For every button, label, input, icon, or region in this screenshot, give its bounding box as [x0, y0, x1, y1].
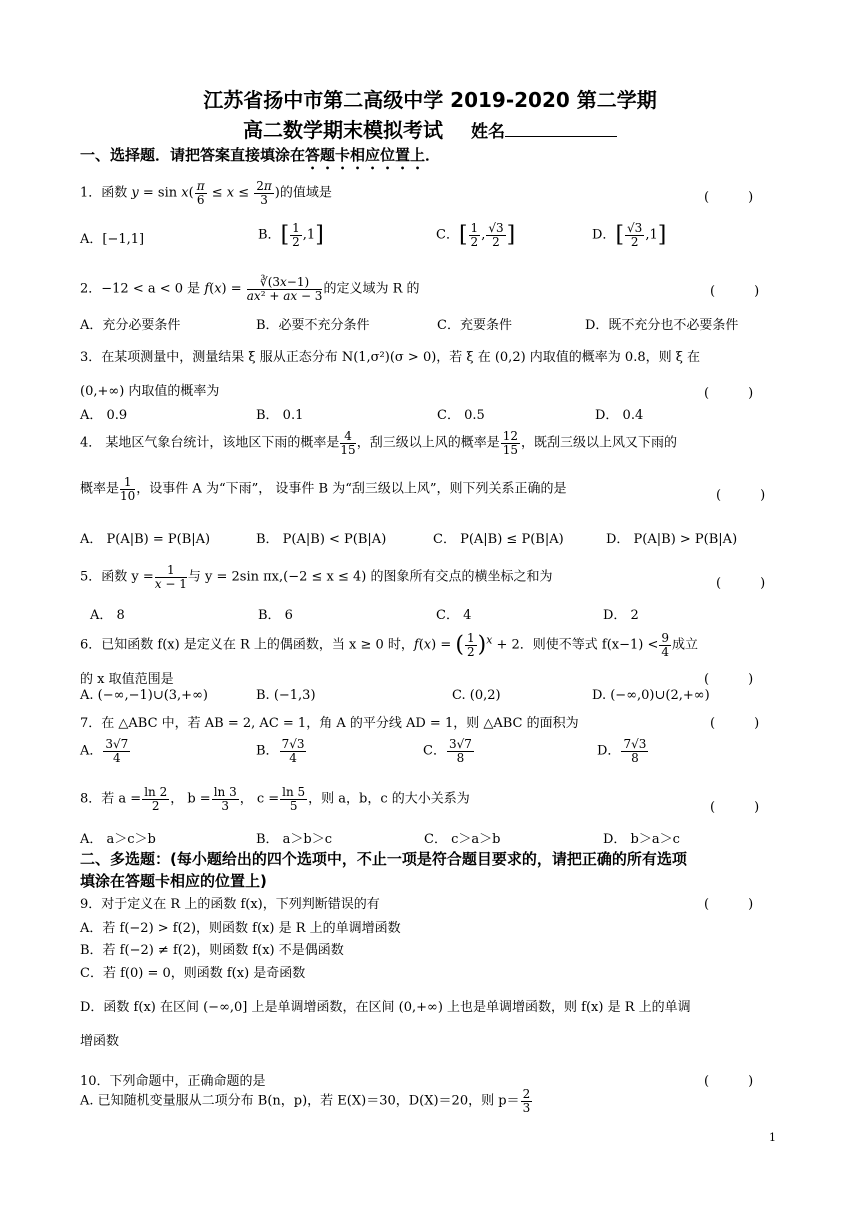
q5-option-b[interactable]: B． 6 — [258, 608, 293, 623]
q4-option-b[interactable]: B． P(A|B) < P(B|A) — [256, 532, 387, 547]
q10-option-a[interactable]: A. 已知随机变量服从二项分布 B(n，p)，若 E(X)＝30，D(X)＝20，则 p＝ $\frac{2}{3}$ — [80, 1087, 531, 1115]
q2-answer-paren[interactable]: ( ) — [710, 284, 760, 299]
section-2-heading-line-1: 二、多选题：(每小题给出的四个选项中，不止一项是符合题目要求的，请把正确的所有选项 — [80, 850, 687, 868]
q9-option-a[interactable]: A．若 f(−2) > f(2)，则函数 f(x) 是 R 上的单调增函数 — [80, 921, 401, 936]
q5-option-a[interactable]: A． 8 — [90, 608, 125, 623]
q5-option-c[interactable]: C． 4 — [436, 608, 472, 623]
question-4-line-2: 概率是 $\frac{1}{10}$ ，设事件 A 为“下雨”， 设事件 B 为“刮三级以上风”，则下列关系正确的是 — [80, 475, 567, 503]
q6-option-d[interactable]: D. (−∞,0)∪(2,+∞) — [592, 688, 710, 703]
q8-option-c[interactable]: C． c＞a＞b — [424, 832, 501, 847]
exam-subtitle — [0, 114, 860, 143]
q6-answer-paren[interactable]: ( ) — [704, 672, 754, 687]
q1-stem-pre: 1．函数 — [80, 185, 132, 201]
q2-option-d[interactable]: D．既不充分也不必要条件 — [585, 318, 739, 333]
question-4-line-1: 4． 某地区气象台统计，该地区下雨的概率是 $\frac{4}{15}$ ，刮三级以上风的概率是 $\frac{12}{15}$ ，既刮三级以上风又下雨的 — [80, 429, 677, 457]
q7-option-c[interactable]: C． $\frac{3√7}{8}$ — [423, 737, 472, 765]
q4-answer-paren[interactable]: ( ) — [716, 488, 766, 503]
q1-option-a[interactable]: A．[−1,1] — [80, 232, 145, 247]
q8-option-d[interactable]: D． b＞a＞c — [603, 832, 680, 847]
q4-option-d[interactable]: D． P(A|B) > P(B|A) — [606, 532, 738, 547]
q5-answer-paren[interactable]: ( ) — [716, 576, 766, 591]
question-3-line-2: (0,+∞) 内取值的概率为 — [80, 384, 220, 399]
question-7: 7．在 △ABC 中，若 AB = 2, AC = 1，角 A 的平分线 AD = 1，则 △ABC 的面积为 — [80, 716, 579, 731]
q9-option-d-line-2: 增函数 — [80, 1034, 120, 1049]
q8-option-a[interactable]: A． a＞c＞b — [80, 832, 156, 847]
subtitle-text: 高二数学期末模拟考试 — [243, 118, 443, 142]
q1-answer-paren[interactable]: ( ) — [704, 190, 754, 205]
name-blank[interactable] — [505, 120, 617, 137]
q1-option-c[interactable]: C．[ $\frac{1}{2}$ , $\frac{√3}{2}$ ] — [436, 221, 516, 249]
section-1-heading — [80, 144, 440, 173]
q2-option-a[interactable]: A．充分必要条件 — [80, 318, 181, 333]
q8-answer-paren[interactable]: ( ) — [710, 800, 760, 815]
q6-option-c[interactable]: C. (0,2) — [452, 688, 501, 703]
q4-option-c[interactable]: C． P(A|B) ≤ P(B|A) — [433, 532, 564, 547]
q9-answer-paren[interactable]: ( ) — [704, 897, 754, 912]
q3-option-d[interactable]: D． 0.4 — [595, 408, 644, 423]
q9-option-b[interactable]: B．若 f(−2) ≠ f(2)，则函数 f(x) 不是偶函数 — [80, 943, 344, 958]
q3-answer-paren[interactable]: ( ) — [704, 386, 754, 401]
q6-option-a[interactable]: A. (−∞,−1)∪(3,+∞) — [80, 688, 208, 703]
question-8: 8．若 a = $\frac{\ln 2}{2}$ ， b = $\frac{\ln 3}{3}$ ， c = $\frac{\ln 5}{5}$ ，则 a，b，c 的大小关系为 — [80, 785, 470, 813]
section-1-text: 一、选择题．请把答案直接填涂在 — [80, 146, 306, 164]
question-2: 2．−12 < a < 0 是 f(x) = $\frac{∛(3x-1)}{\text{ax² + ax − 3}}$ 的定义域为 R 的 — [80, 275, 420, 303]
q4-option-a[interactable]: A． P(A|B) = P(B|A) — [80, 532, 211, 547]
section-2-heading-line-2: 填涂在答题卡相应的位置上) — [80, 872, 267, 890]
question-1: 1．函数 y = sin x( $\frac{\pi}{6}$ ≤ x ≤ $\frac{2\pi}{3}$ )的值域是 — [80, 179, 332, 207]
question-6-line-1: 6．已知函数 f(x) 是定义在 R 上的偶函数，当 x ≥ 0 时，f(x) = ( $\frac{1}{2}$ )$^x$ + 2．则使不等式 f(x−1) < $\frac{9}{4}$ 成立 — [80, 631, 699, 659]
q8-option-b[interactable]: B． a＞b＞c — [256, 832, 333, 847]
question-5: 5．函数 y = $\frac{1}{x - 1}$ 与 y = 2sin πx,(−2 ≤ x ≤ 4) 的图象所有交点的横坐标之和为 — [80, 563, 553, 591]
q2-option-b[interactable]: B．必要不充分条件 — [256, 318, 370, 333]
q2-option-c[interactable]: C．充要条件 — [437, 318, 512, 333]
section-1-dotted: 答题卡相应位置上 — [305, 146, 426, 164]
q7-option-b[interactable]: B． $\frac{7√3}{4}$ — [256, 737, 305, 765]
q1-option-d[interactable]: D．[ $\frac{√3}{2}$ ,1] — [592, 221, 667, 249]
question-3-line-1: 3．在某项测量中，测量结果 ξ 服从正态分布 N(1,σ²)(σ > 0)，若 ξ 在 (0,2) 内取值的概率为 0.8，则 ξ 在 — [80, 350, 701, 365]
name-label: 姓名 — [471, 122, 505, 142]
q6-option-b[interactable]: B. (−1,3) — [256, 688, 316, 703]
q7-option-a[interactable]: A． $\frac{3√7}{4}$ — [80, 737, 129, 765]
q3-option-c[interactable]: C． 0.5 — [437, 408, 485, 423]
question-10: 10．下列命题中，正确命题的是 — [80, 1074, 266, 1089]
section-1-end: ． — [425, 146, 441, 164]
q3-option-a[interactable]: A． 0.9 — [80, 408, 128, 423]
q10-answer-paren[interactable]: ( ) — [704, 1074, 754, 1089]
q1-stem-post: 的值域是 — [279, 185, 332, 201]
q9-option-d-line-1[interactable]: D．函数 f(x) 在区间 (−∞,0] 上是单调增函数，在区间 (0,+∞) 上也是单调增函数，则 f(x) 是 R 上的单调 — [80, 1000, 691, 1015]
q7-option-d[interactable]: D． $\frac{7√3}{8}$ — [597, 737, 647, 765]
q3-option-b[interactable]: B． 0.1 — [256, 408, 304, 423]
question-9: 9．对于定义在 R 上的函数 f(x)，下列判断错误的有 — [80, 897, 380, 912]
exam-title: 江苏省扬中市第二高级中学 2019-2020 第二学期 — [203, 88, 657, 112]
q9-option-c[interactable]: C．若 f(0) = 0，则函数 f(x) 是奇函数 — [80, 966, 306, 981]
question-6-line-2: 的 x 取值范围是 — [80, 672, 174, 687]
q5-option-d[interactable]: D． 2 — [603, 608, 639, 623]
page-number: 1 — [769, 1131, 776, 1144]
q7-answer-paren[interactable]: ( ) — [710, 716, 760, 731]
q1-option-b[interactable]: B．[ $\frac{1}{2}$ ,1] — [258, 221, 324, 249]
